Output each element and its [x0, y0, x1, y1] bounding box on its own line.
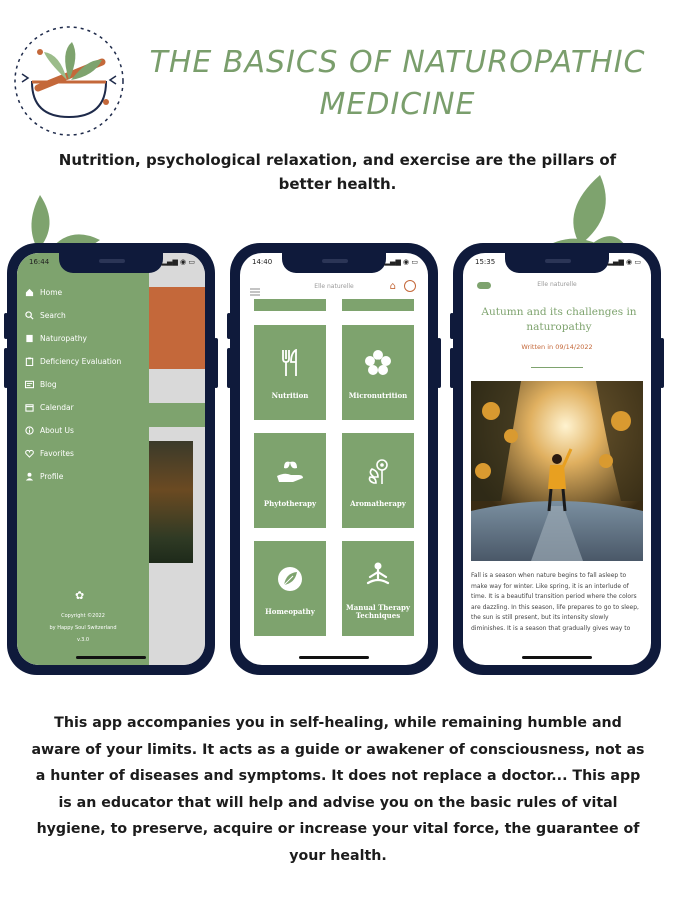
menu-item-calendar[interactable] [17, 396, 149, 419]
calendar-icon [24, 403, 34, 413]
background-bar [149, 403, 205, 427]
menu-item-label: Naturopathy [40, 334, 87, 343]
title-line-1: THE BASICS OF NATUROPATHIC [149, 45, 646, 80]
article-photo [471, 381, 643, 561]
phone3-screen [463, 253, 651, 665]
phone1-screen [17, 253, 205, 665]
notch [505, 253, 609, 273]
app-name: Elle naturelle [314, 282, 354, 290]
book-icon [24, 334, 34, 344]
status-time: 16:44 [29, 258, 50, 266]
tile-partial[interactable] [342, 299, 414, 311]
profile-icon[interactable] [404, 280, 416, 292]
menu-item-label: Favorites [40, 449, 74, 458]
leaf-icon [277, 562, 303, 596]
cutlery-icon [279, 346, 301, 380]
version-text: v.3.0 [76, 637, 90, 643]
home-icon[interactable]: ⌂ [389, 281, 396, 292]
home-indicator [299, 656, 369, 659]
article-date: Written in 09/14/2022 [521, 343, 593, 351]
tile-homeopathy[interactable] [254, 541, 326, 636]
leaf-decoration-left [20, 195, 100, 250]
description-paragraph: This app accompanies you in self-healing, while remaining humble and aware of your limits. It acts as a guide or awakener of consciousness, not as a hunter of diseases and symptoms. It does not replace a doctor... This app is an educator that will help and advise you on the basic rules of vital hygiene, to preserve, acquire or increase your vital force, the guarantee of your health. [31, 715, 645, 864]
tile-partial[interactable] [254, 299, 326, 311]
blog-icon [24, 380, 34, 390]
status-time: 14:40 [252, 258, 273, 266]
copyright-text: Copyright ©2022 [61, 613, 105, 619]
menu-item-deficiency-evaluation[interactable] [17, 350, 149, 373]
herb-hand-icon [275, 454, 305, 488]
phone-mockup-categories [230, 243, 438, 675]
menu-item-label: Blog [40, 380, 57, 389]
status-icons: ▂▄▆ ◉ ▭ [384, 258, 418, 266]
aroma-flower-icon [364, 454, 392, 488]
menu-item-label: Search [40, 311, 66, 320]
tile-label: Manual Therapy Techniques [345, 602, 411, 620]
title-line-2: MEDICINE [319, 87, 476, 122]
author-text: by Happy Soul Switzerland [49, 625, 117, 631]
meditation-icon [364, 558, 392, 592]
notch [282, 253, 386, 273]
phone-mockup-article [453, 243, 661, 675]
background-photo [149, 441, 193, 563]
tile-manual-therapy-techniques[interactable] [342, 541, 414, 636]
status-time: 15:35 [475, 258, 496, 266]
flower-icon [364, 346, 392, 380]
phone-mockup-menu [7, 243, 215, 675]
tile-label: Micronutrition [348, 390, 408, 400]
home-icon [24, 288, 34, 298]
clipboard-icon [24, 357, 34, 367]
background-banner [149, 287, 205, 369]
menu-item-label: Deficiency Evaluation [40, 357, 122, 366]
tile-phytotherapy[interactable] [254, 433, 326, 528]
navigation-drawer [17, 253, 149, 665]
menu-item-blog[interactable] [17, 373, 149, 396]
tile-aromatherapy[interactable] [342, 433, 414, 528]
tile-label: Nutrition [271, 390, 309, 400]
menu-item-profile[interactable] [17, 465, 149, 488]
app-name: Elle naturelle [537, 281, 577, 288]
status-icons: ▂▄▆ ◉ ▭ [161, 258, 195, 266]
search-icon [24, 311, 34, 321]
menu-item-favorites[interactable] [17, 442, 149, 465]
tile-micronutrition[interactable] [342, 325, 414, 420]
menu-item-home[interactable] [17, 281, 149, 304]
tile-label: Phytotherapy [263, 498, 317, 508]
user-icon [24, 472, 34, 482]
settings-gear-icon[interactable]: ✿ [75, 589, 85, 602]
menu-item-label: Home [40, 288, 63, 297]
tile-label: Aromatherapy [350, 498, 406, 508]
subtitle: Nutrition, psychological relaxation, and exercise are the pillars of better health. [58, 151, 617, 193]
page-title [120, 42, 675, 126]
divider [531, 367, 583, 368]
menu-item-search[interactable] [17, 304, 149, 327]
menu-item-naturopathy[interactable] [17, 327, 149, 350]
article-body: Fall is a season when nature begins to fall asleep to make way for winter. Like spring, it is an interlude of time. It is a beautiful transition period where the colors are dazzling. In this season, life prepares to go to sleep, the sun is still present, but its intensity slowly diminishes. It is a season that gradually gives way to [471, 572, 639, 632]
menu-item-about-us[interactable] [17, 419, 149, 442]
status-icons: ▂▄▆ ◉ ▭ [607, 258, 641, 266]
article-title: Autumn and its challenges in naturopathy [481, 306, 637, 333]
home-indicator [522, 656, 592, 659]
phone2-screen [240, 253, 428, 665]
leaf-decoration-right [540, 175, 625, 250]
info-icon [24, 426, 34, 436]
menu-item-label: About Us [40, 426, 74, 435]
home-indicator [76, 656, 146, 659]
heart-icon [24, 449, 34, 459]
menu-item-label: Profile [40, 472, 64, 481]
mortar-pestle-logo [10, 22, 128, 140]
tile-nutrition[interactable] [254, 325, 326, 420]
notch [59, 253, 163, 273]
tile-label: Homeopathy [265, 606, 315, 616]
menu-item-label: Calendar [40, 403, 74, 412]
